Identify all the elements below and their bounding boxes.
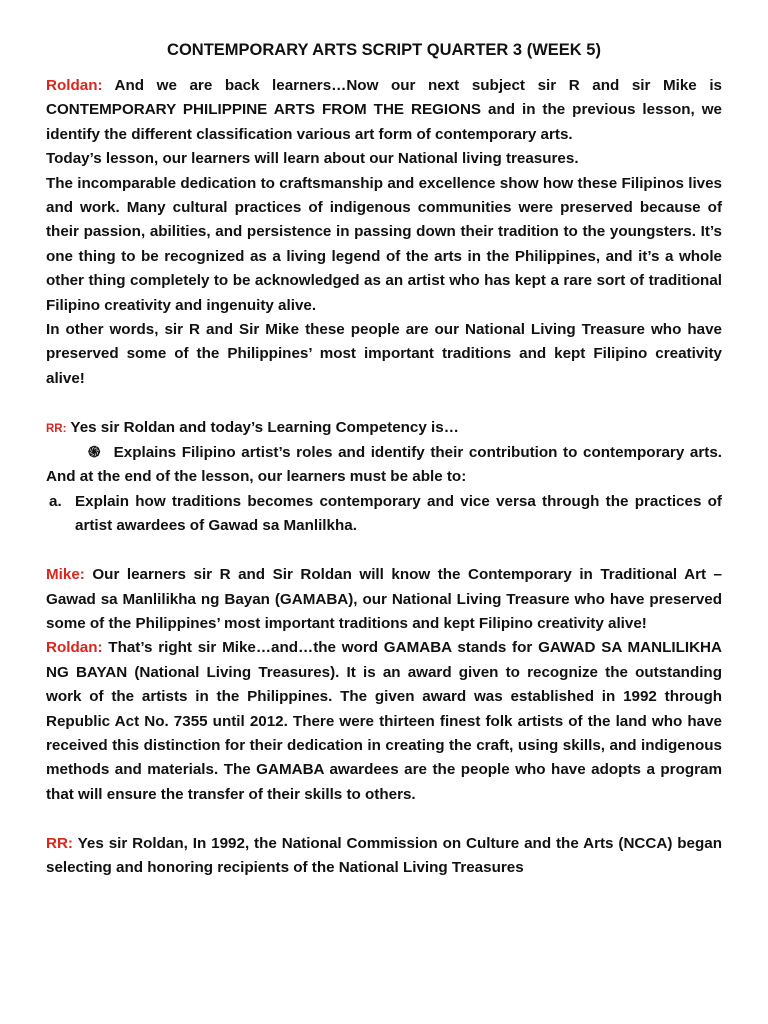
speaker-label: Roldan: — [46, 77, 103, 94]
spacer — [46, 807, 722, 831]
paragraph-text: Yes sir Roldan, In 1992, the National Commission on Culture and the Arts (NCCA) began selecting and honoring recipients of the National Living Treasures — [46, 834, 722, 876]
paragraph-roldan-intro — [46, 74, 722, 147]
spacer — [46, 539, 722, 563]
paragraph-text: Our learners sir R and Sir Roldan will know the Contemporary in Traditional Art – Gawad sa Manlilikha ng Bayan (GAMABA), our National Living Treasure who have preserved some of the Philippines’ most important traditions and kept Filipino creativity alive! — [46, 566, 722, 632]
paragraph-text: Yes sir Roldan and today’s Learning Competency is… — [66, 418, 459, 436]
paragraph-mike — [46, 563, 722, 636]
script-body — [0, 74, 768, 880]
paragraph-rr-competency — [46, 416, 722, 441]
paragraph-in-other-words: In other words, sir R and Sir Mike these people are our National Living Treasure who have preserved some of the Philippines’ most important traditions and kept Filipino creativity alive! — [46, 321, 722, 387]
speaker-label: RR: — [46, 834, 73, 852]
speaker-label: RR: — [46, 422, 67, 435]
page-title: CONTEMPORARY ARTS SCRIPT QUARTER 3 (WEEK 5) — [167, 41, 601, 59]
paragraph-text: Explain how traditions becomes contemporary and vice versa through the practices of artist awardees of Gawad sa Manlilkha. — [75, 492, 722, 535]
paragraph-todays-lesson: Today’s lesson, our learners will learn about our National living treasures. — [46, 150, 579, 168]
paragraph-text: And we are back learners…Now our next subject sir R and sir Mike is CONTEMPORARY PHILIPPINE ARTS FROM THE REGIONS and in the previous lesson, we identify the different classification various art form of contemporary arts. — [46, 77, 722, 143]
paragraph-text: That’s right sir Mike…and…the word GAMABA stands for GAWAD SA MANLILIKHA NG BAYAN (National Living Treasures). It is an award given to recognize the outstanding work of the artists in the Philippines. The given award was established in 1992 through Republic Act No. 7355 until 2012. There were thirteen finest folk artists of the land who have received this distinction for their dedication in creating the craft, using skills, and indigenous methods and materials. The GAMABA awardees are the people who have adopts a program that will ensure the transfer of their skills to others. — [46, 639, 722, 803]
paragraph-rr-ncca — [46, 832, 722, 881]
paragraph-text: Explains Filipino artist’s roles and identify their contribution to contemporary arts. And at the end of the lesson, our learners must be able to: — [46, 444, 722, 486]
paragraph-roldan-gamaba — [46, 636, 722, 807]
objective-item-a — [46, 490, 722, 539]
spiral-bullet-icon: ֍ — [88, 444, 101, 462]
paragraph-dedication: The incomparable dedication to craftsmanship and excellence show how these Filipinos lives and work. Many cultural practices of indigenous communities were preserved because of their passion, abilities, and persistence in passing down their tradition to the youngsters. It’s one thing to be recognized as a living legend of the arts in the Philippines, and it’s a whole other thing completely to be acknowledged as an artist who has kept a rare sort of traditional Filipino creativity and ingenuity alive. — [46, 174, 722, 314]
speaker-label: Roldan: — [46, 639, 103, 657]
list-marker: a. — [49, 492, 62, 510]
competency-bullet — [46, 441, 722, 490]
speaker-label: Mike: — [46, 566, 85, 584]
spacer — [46, 391, 722, 415]
